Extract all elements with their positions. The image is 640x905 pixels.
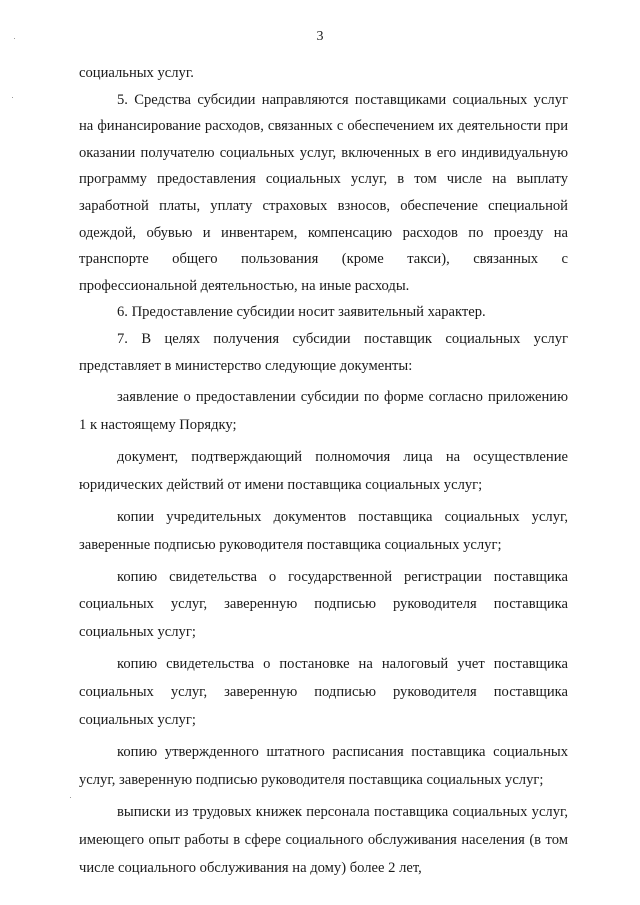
list-item-staff-schedule: копию утвержденного штатного расписания поставщика социальных услуг, заверенную подписью руководителя поставщика социальных услуг; (79, 744, 568, 788)
scan-dot (14, 38, 15, 39)
list-item-application: заявление о предоставлении субсидии по форме согласно приложению 1 к настоящему Порядку; (79, 389, 568, 434)
scan-dot (12, 97, 13, 98)
scan-dot (70, 797, 71, 798)
documents-list (79, 384, 568, 882)
list-item-tax-certificate: копию свидетельства о постановке на налоговый учет поставщика социальных услуг, заверенную подписью руководителя поставщика социальных услуг; (79, 656, 568, 729)
paragraph-continuation: социальных услуг. (79, 65, 194, 81)
page-number: 3 (316, 29, 324, 44)
list-item-registration-certificate: копию свидетельства о государственной регистрации поставщика социальных услуг, заверенную подписью руководителя поставщика социальных услуг; (79, 568, 568, 641)
list-item-founding-documents: копии учредительных документов поставщика социальных услуг, заверенные подписью руководителя поставщика социальных услуг; (79, 508, 568, 553)
paragraph-6-application-nature: 6. Предоставление субсидии носит заявительный характер. (117, 304, 486, 321)
document-body (79, 60, 568, 883)
paragraph-5-subsidy-use: 5. Средства субсидии направляются поставщиками социальных услуг на финансирование расходов, связанных с обеспечением их деятельности при оказании получателю социальных услуг, включенных в его индивидуальную программу предоставления социальных услуг, в том числе на выплату заработной платы, уплату страховых взносов, обеспечение специальной одеждой, обувью и инвентарем, компенсацию расходов по проезду на транспорте общего пользования (кроме такси), связанных с профессиональной деятельностью, на иные расходы. (79, 91, 568, 294)
list-item-authority-document: документ, подтверждающий полномочия лица на осуществление юридических действий от имени поставщика социальных услуг; (79, 448, 568, 493)
paragraph-7-documents-intro: 7. В целях получения субсидии поставщик социальных услуг представляет в министерство следующие документы: (79, 330, 568, 374)
list-item-employment-records: выписки из трудовых книжек персонала поставщика социальных услуг, имеющего опыт работы в сфере социального обслуживания населения (в том числе социального обслуживания на дому) более 2 лет, (79, 803, 568, 876)
